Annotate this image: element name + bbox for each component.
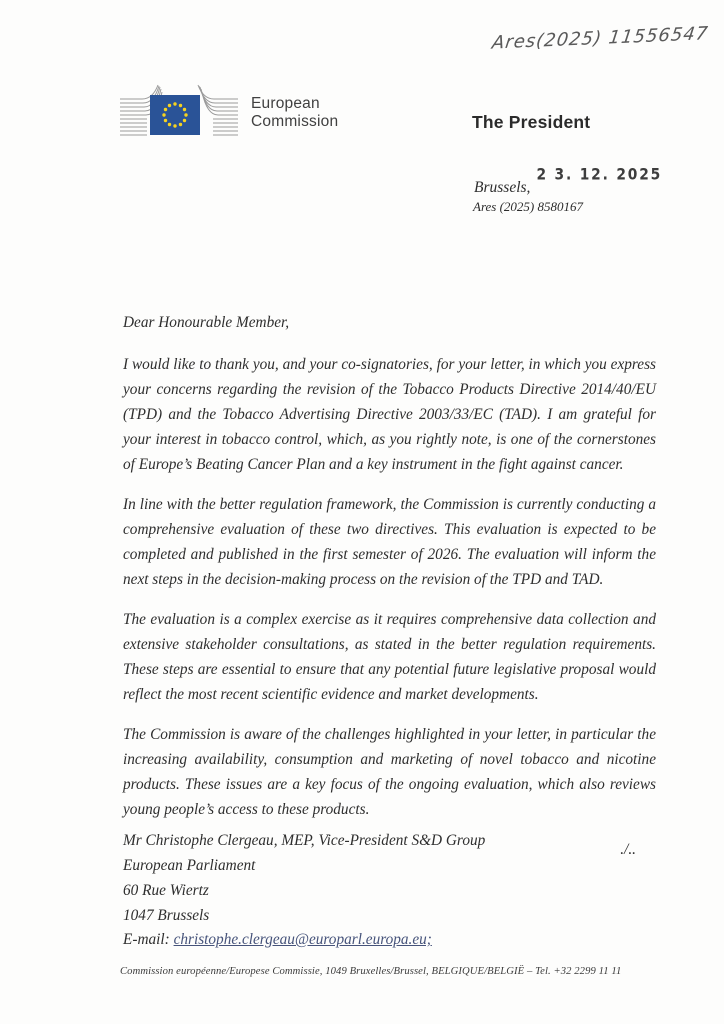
- recipient-address-block: [123, 828, 485, 928]
- paragraph-3: The evaluation is a complex exercise as it requires comprehensive data collection and extensive stakeholder consultations, as stated in the better regulation requirements. These steps are essential to ensure that any potential future legislative proposal would reflect the most recent scientific evidence and market developments.: [123, 611, 656, 703]
- sender-title: The President: [472, 112, 591, 132]
- paragraph-2: In line with the better regulation framework, the Commission is currently conducting a comprehensive evaluation of these two directives. This evaluation is expected to be completed and published in the first semester of 2026. The evaluation will inform the next steps in the decision-making process on the revision of the TPD and TAD.: [123, 496, 656, 588]
- ec-logo-wordmark: [251, 95, 338, 131]
- place-line: Brussels,: [474, 179, 531, 196]
- salutation: Dear Honourable Member,: [123, 314, 290, 331]
- recipient-name-line: Mr Christophe Clergeau, MEP, Vice-President S&D Group: [123, 832, 486, 849]
- email-address-link[interactable]: christophe.clergeau@europarl.europa.eu;: [173, 931, 432, 948]
- letter-body: [123, 310, 656, 862]
- logo-word-european: European: [251, 95, 320, 112]
- handwritten-ares-reference: Ares(2025) 11556547: [490, 23, 710, 54]
- ares-reference: Ares (2025) 8580167: [473, 199, 584, 214]
- logo-word-commission: Commission: [251, 113, 339, 130]
- ec-logo: [120, 84, 338, 142]
- recipient-institution-line: European Parliament: [123, 857, 256, 874]
- paragraph-1: I would like to thank you, and your co-signatories, for your letter, in which you express your concerns regarding the revision of the Tobacco Products Directive 2014/40/EU (TPD) and the Tobacco Advertising Directive 2003/33/EC (TAD). I am grateful for your interest in tobacco control, which, as you rightly note, is one of the cornerstones of Europe’s Beating Cancer Plan and a key instrument in the fight against cancer.: [123, 356, 656, 473]
- recipient-city-line: 1047 Brussels: [123, 907, 210, 924]
- logo-right-lines-icon: [198, 85, 238, 135]
- received-date-stamp: 2 3. 12. 2025: [536, 164, 663, 184]
- paragraph-4: The Commission is aware of the challenges highlighted in your letter, in particular the increasing availability, consumption and marketing of novel tobacco and nicotine products. These issues are a key focus of the ongoing evaluation, which also reviews young people’s access to these products.: [123, 726, 656, 818]
- email-line: [123, 931, 432, 949]
- eu-flag-icon: [150, 95, 200, 135]
- recipient-street-line: 60 Rue Wiertz: [123, 882, 209, 899]
- email-label: E-mail:: [123, 931, 174, 948]
- continuation-mark: ./..: [620, 841, 636, 858]
- footer-address: Commission européenne/Europese Commissie, 1049 Bruxelles/Brussel, BELGIQUE/BELGIË – Tel. +32 2299 11 11: [120, 966, 622, 977]
- ec-logo-graphic: [120, 84, 238, 142]
